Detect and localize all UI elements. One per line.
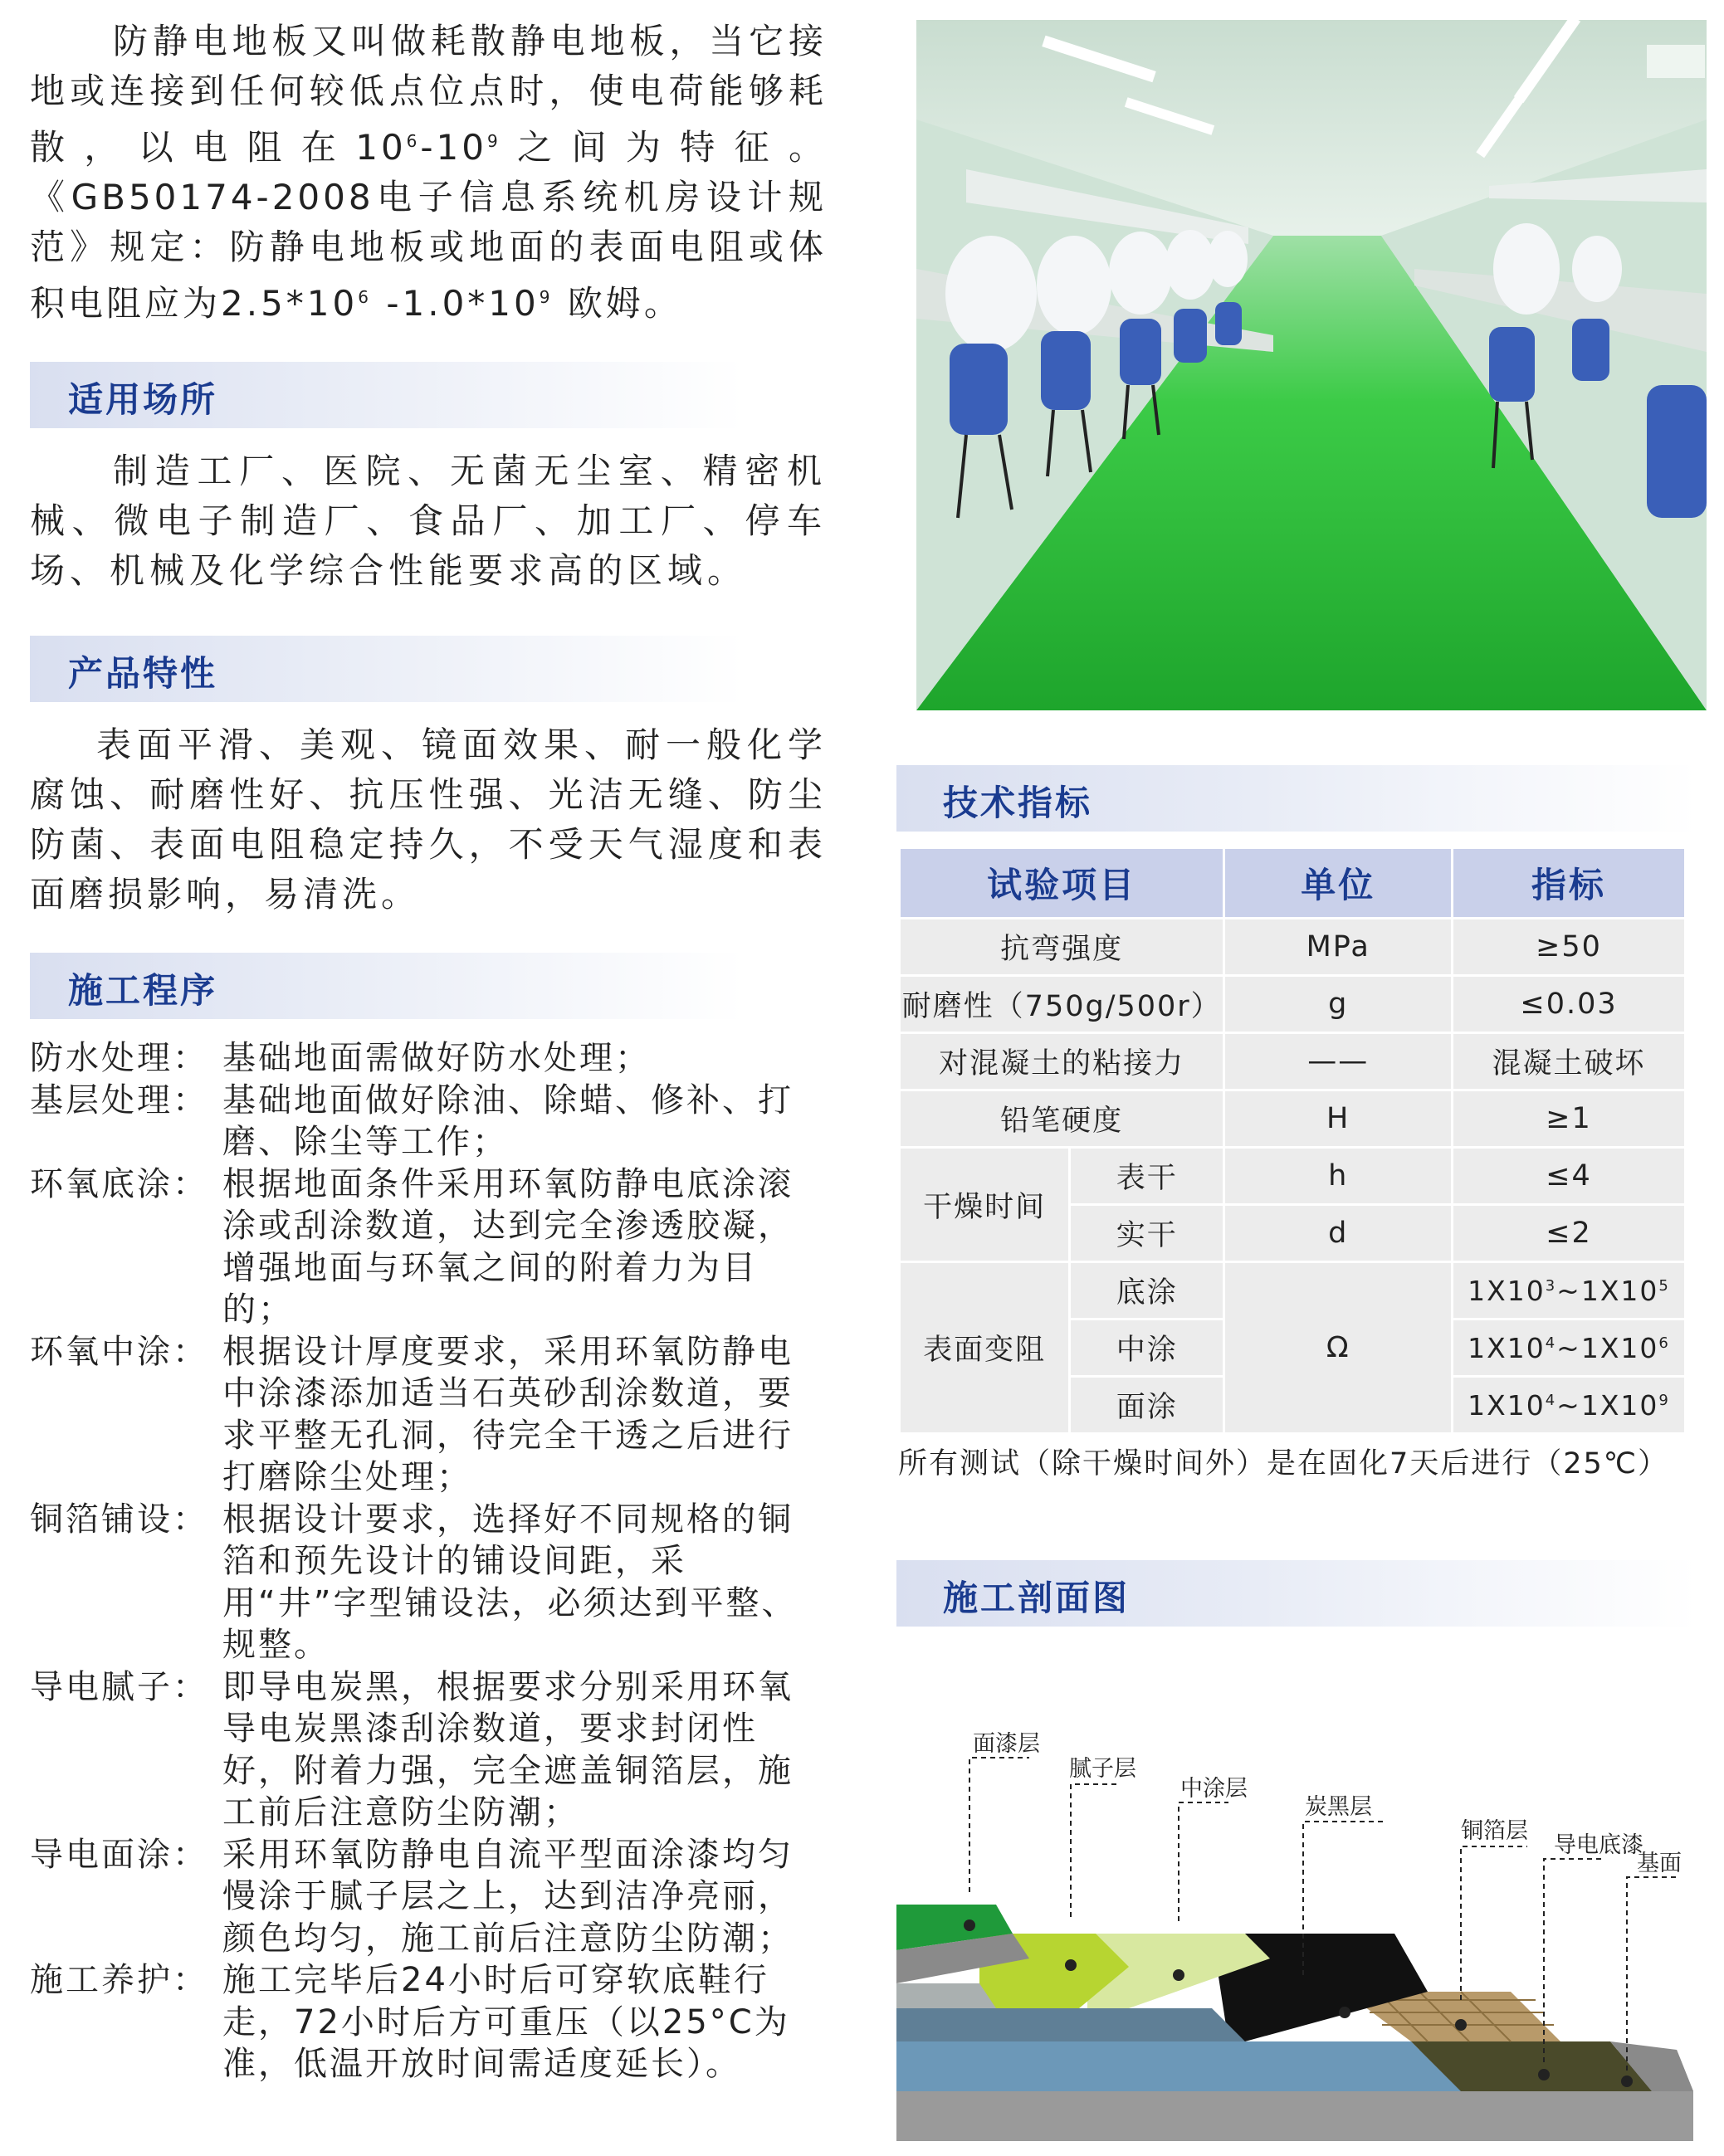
cell-unit: H (1225, 1091, 1451, 1146)
procedure-step (30, 1834, 827, 1960)
base-slab-front (896, 2091, 1693, 2141)
procedure-step (30, 1331, 827, 1499)
label-carbon: 炭黑层 (1305, 1794, 1372, 1820)
intro-text-4: -1.0*10 (371, 283, 540, 324)
label-copper: 铜箔层 (1461, 1818, 1528, 1844)
cell-value: 混凝土破坏 (1453, 1034, 1684, 1089)
section-header-applicable (30, 362, 744, 428)
step-term: 铜箔铺设： (30, 1500, 208, 1539)
cell-subitem: 面涂 (1071, 1378, 1223, 1432)
cell-value: ≤0.03 (1453, 977, 1684, 1032)
cell-item: 铅笔硬度 (901, 1091, 1223, 1146)
cell-unit: d (1225, 1206, 1451, 1261)
cell-subitem: 中涂 (1071, 1320, 1223, 1375)
cell-subitem: 表干 (1071, 1149, 1223, 1203)
procedure-step (30, 1080, 827, 1163)
section-title-applicable: 适用场所 (68, 379, 218, 420)
step-term: 环氧中涂： (30, 1332, 208, 1371)
cell-item: 抗弯强度 (901, 919, 1223, 974)
procedure-step (30, 1666, 827, 1834)
cell-value (1453, 1263, 1684, 1318)
label-top-coat: 面漆层 (973, 1731, 1040, 1757)
value-exp: 5 (1658, 1276, 1670, 1295)
procedure-step (30, 1499, 827, 1666)
value-base: 1X10 (1468, 1331, 1546, 1364)
section-header-diagram (896, 1560, 1697, 1627)
intro-text-1: 防静电地板又叫做耗散静电地板，当它接地或连接到任何较低点位点时，使电荷能够耗散，以电阻在10 (30, 21, 827, 168)
section-title-features: 产品特性 (68, 653, 218, 694)
cell-unit: g (1225, 977, 1451, 1032)
intro-paragraph (30, 17, 827, 329)
step-desc: 基础地面需做好防水处理； (222, 1039, 651, 1077)
section-title-tech: 技术指标 (943, 783, 1093, 823)
table-row (901, 977, 1684, 1032)
header-item: 试验项目 (901, 849, 1223, 917)
step-term: 施工养护： (30, 1961, 208, 1999)
intro-exp-1: 6 (406, 131, 421, 151)
cell-unit: MPa (1225, 919, 1451, 974)
value-exp: 4 (1545, 1391, 1557, 1409)
tech-spec-table (898, 846, 1687, 1435)
cell-unit: Ω (1225, 1263, 1451, 1432)
step-desc: 基础地面做好除油、除蜡、修补、打磨、除尘等工作； (222, 1080, 794, 1161)
blue-layer (896, 2041, 1461, 2091)
intro-exp-3: 6 (358, 287, 372, 307)
header-unit: 单位 (1225, 849, 1451, 917)
value-base: 1X10 (1468, 1274, 1546, 1307)
cleanroom-photo (916, 20, 1707, 710)
intro-text-2: -10 (420, 127, 488, 168)
section-header-procedure (30, 953, 744, 1019)
value-base: ~1X10 (1556, 1388, 1659, 1422)
left-column (30, 17, 827, 2085)
table-row (901, 1149, 1684, 1203)
section-header-features (30, 636, 744, 702)
table-row (901, 1263, 1684, 1318)
grey-band (896, 1983, 996, 2008)
cell-item: 干燥时间 (901, 1149, 1068, 1261)
value-exp: 9 (1658, 1391, 1670, 1409)
intro-text-5: 欧姆。 (553, 283, 682, 324)
table-row (901, 1034, 1684, 1089)
cell-value (1453, 1378, 1684, 1432)
cell-subitem: 底涂 (1071, 1263, 1223, 1318)
table-header-row (901, 849, 1684, 917)
step-desc: 根据地面条件采用环氧防静电底涂滚涂或刮涂数道，达到完全渗透胶凝，增强地面与环氧之间的附着力为目的； (222, 1164, 794, 1329)
step-term: 基层处理： (30, 1080, 208, 1119)
step-desc: 根据设计要求，选择好不同规格的铜箔和预先设计的铺设间距，采用“井”字型铺设法，必须达到平整、规整。 (222, 1500, 798, 1664)
intro-exp-4: 9 (539, 287, 554, 307)
label-mid-coat: 中涂层 (1180, 1776, 1248, 1802)
cell-value: ≤4 (1453, 1149, 1684, 1203)
value-exp: 6 (1658, 1334, 1670, 1352)
step-term: 导电腻子： (30, 1667, 208, 1706)
value-base: ~1X10 (1556, 1331, 1659, 1364)
step-term: 环氧底涂： (30, 1164, 208, 1203)
cell-subitem: 实干 (1071, 1206, 1223, 1261)
value-exp: 3 (1545, 1276, 1557, 1295)
cell-unit: h (1225, 1149, 1451, 1203)
table-row (901, 919, 1684, 974)
cell-value: ≥1 (1453, 1091, 1684, 1146)
step-term: 防水处理： (30, 1039, 208, 1077)
value-exp: 4 (1545, 1334, 1557, 1352)
label-putty: 腻子层 (1069, 1756, 1136, 1782)
cleanroom-illustration (916, 20, 1707, 710)
procedure-steps (30, 1037, 827, 2085)
step-desc: 施工完毕后24小时后可穿软底鞋行走，72小时后方可重压（以25°C为准，低温开放时间需适度延长）。 (222, 1961, 790, 2083)
layer-cross-section-diagram (880, 1726, 1710, 2149)
cell-item: 耐磨性（750g/500r） (901, 977, 1223, 1032)
table-row (901, 1091, 1684, 1146)
procedure-step (30, 1959, 827, 2085)
intro-text-3: 之间为特征。《GB50174-2008电子信息系统机房设计规范》规定：防静电地板或地面的表面电阻或体积电阻应为2.5*10 (30, 127, 827, 324)
step-desc: 即导电炭黑，根据要求分别采用环氧导电炭黑漆刮涂数道，要求封闭性好，附着力强，完全遮盖铜箔层，施工前后注意防尘防潮； (222, 1667, 794, 1832)
features-body: 表面平滑、美观、镜面效果、耐一般化学腐蚀、耐磨性好、抗压性强、光洁无缝、防尘防菌、表面电阻稳定持久，不受天气湿度和表面磨损影响，易清洗。 (30, 724, 827, 915)
section-title-procedure: 施工程序 (68, 970, 218, 1011)
cell-item: 表面变阻 (901, 1263, 1068, 1432)
cell-value: ≤2 (1453, 1206, 1684, 1261)
procedure-step (30, 1163, 827, 1331)
step-desc: 根据设计厚度要求，采用环氧防静电中涂漆添加适当石英砂刮涂数道，要求平整无孔洞，待完全干透之后进行打磨除尘处理； (222, 1332, 794, 1496)
section-title-diagram: 施工剖面图 (943, 1578, 1131, 1618)
value-base: 1X10 (1468, 1388, 1546, 1422)
applicable-body: 制造工厂、医院、无菌无尘室、精密机械、微电子制造厂、食品厂、加工厂、停车场、机械及化学综合性能要求高的区域。 (30, 451, 827, 591)
label-primer: 导电底漆 (1554, 1832, 1643, 1858)
cell-unit: —— (1225, 1034, 1451, 1089)
label-base: 基面 (1637, 1851, 1682, 1876)
cell-value: ≥50 (1453, 919, 1684, 974)
section-header-tech (896, 765, 1697, 832)
procedure-step (30, 1037, 827, 1080)
cell-value (1453, 1320, 1684, 1375)
step-desc: 采用环氧防静电自流平型面涂漆均匀慢涂于腻子层之上，达到洁净亮丽，颜色均匀，施工前后注意防尘防潮； (222, 1835, 794, 1958)
value-base: ~1X10 (1556, 1274, 1659, 1307)
step-term: 导电面涂： (30, 1835, 208, 1874)
intro-exp-2: 9 (487, 131, 501, 151)
blue-layer-top (896, 2008, 1245, 2041)
test-note: 所有测试（除干燥时间外）是在固化7天后进行（25℃） (898, 1447, 1669, 1480)
header-value: 指标 (1453, 849, 1684, 917)
cell-item: 对混凝土的粘接力 (901, 1034, 1223, 1089)
